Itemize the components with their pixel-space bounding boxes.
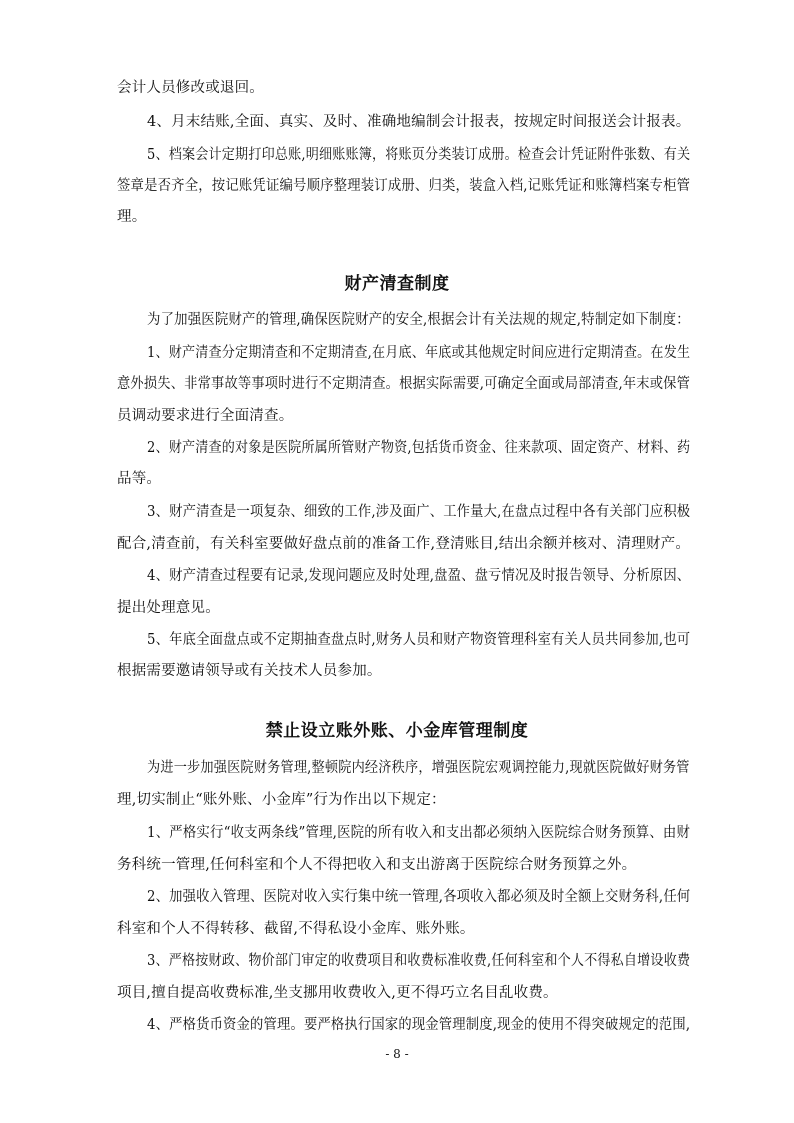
paragraph-line: 4、财产清查过程要有记录,发现问题应及时处理,盘盈、盘亏情况及时报告领导、分析原因、 bbox=[147, 568, 691, 584]
paragraph-line: 4、严格货币资金的管理。要严格执行国家的现金管理制度,现金的使用不得突破规定的范围, bbox=[147, 1017, 691, 1033]
paragraph-line: 5、档案会计定期打印总账,明细账账簿，将账页分类装订成册。检查会计凭证附件张数、有关 bbox=[147, 147, 691, 163]
paragraph-line: 5、年底全面盘点或不定期抽查盘点时,财务人员和财产物资管理科室有关人员共同参加,也可 bbox=[147, 632, 691, 648]
paragraph-line: 2、财产清查的对象是医院所属所管财产物资,包括货币资金、往来款项、固定资产、材料、药 bbox=[147, 440, 691, 456]
paragraph-line: 品等。 bbox=[117, 471, 162, 487]
page-number: - 8 - bbox=[385, 1047, 409, 1061]
paragraph-line: 理。 bbox=[117, 209, 147, 225]
paragraph-line: 理,切实制止“账外账、小金库”行为作出以下规定： bbox=[117, 792, 446, 808]
paragraph-line: 4、月末结账,全面、真实、及时、准确地编制会计报表，按规定时间报送会计报表。 bbox=[147, 114, 691, 130]
paragraph-line: 项目,擅自提高收费标准,坐支挪用收费收入,更不得巧立名目乱收费。 bbox=[117, 985, 558, 1001]
paragraph-line: 3、财产清查是一项复杂、细致的工作,涉及面广、工作量大,在盘点过程中各有关部门应积极 bbox=[147, 504, 691, 520]
paragraph-line: 科室和个人不得转移、截留,不得私设小金库、账外账。 bbox=[117, 921, 475, 937]
paragraph-line: 3、严格按财政、物价部门审定的收费项目和收费标准收费,任何科室和个人不得私自增设收费 bbox=[147, 953, 691, 969]
paragraph-line: 务科统一管理,任何科室和个人不得把收入和支出游离于医院综合财务预算之外。 bbox=[117, 857, 637, 873]
paragraph-line: 1、财产清查分定期清查和不定期清查,在月底、年底或其他规定时间应进行定期清查。在发生 bbox=[147, 345, 691, 361]
paragraph-line: 员调动要求进行全面清查。 bbox=[117, 408, 294, 424]
paragraph-line: 配合,清查前，有关科室要做好盘点前的准备工作,登清账目,结出余额并核对、清理财产。 bbox=[117, 536, 691, 552]
paragraph-line: 2、加强收入管理、医院对收入实行集中统一管理,各项收入都必须及时全额上交财务科,任何 bbox=[147, 889, 691, 905]
paragraph-line: 签章是否齐全，按记账凭证编号顺序整理装订成册、归类，装盒入档,记账凭证和账簿档案专柜管 bbox=[117, 178, 691, 194]
section-title: 禁止设立账外账、小金库管理制度 bbox=[265, 721, 529, 741]
paragraph-line: 提出处理意见。 bbox=[117, 600, 220, 616]
paragraph-line: 1、严格实行“收支两条线”管理,医院的所有收入和支出都必须纳入医院综合财务预算、由财 bbox=[147, 825, 691, 841]
paragraph-line: 会计人员修改或退回。 bbox=[117, 80, 264, 96]
paragraph-line: 为了加强医院财产的管理,确保医院财产的安全,根据会计有关法规的规定,特制定如下制度： bbox=[147, 312, 690, 328]
paragraph-line: 为进一步加强医院财务管理,整顿院内经济秩序，增强医院宏观调控能力,现就医院做好财务管 bbox=[147, 760, 690, 776]
paragraph-line: 意外损失、非常事故等事项时进行不定期清查。根据实际需要,可确定全面或局部清查,年末或保管 bbox=[117, 376, 691, 392]
section-title: 财产清查制度 bbox=[344, 274, 450, 294]
paragraph-line: 根据需要邀请领导或有关技术人员参加。 bbox=[117, 663, 382, 679]
